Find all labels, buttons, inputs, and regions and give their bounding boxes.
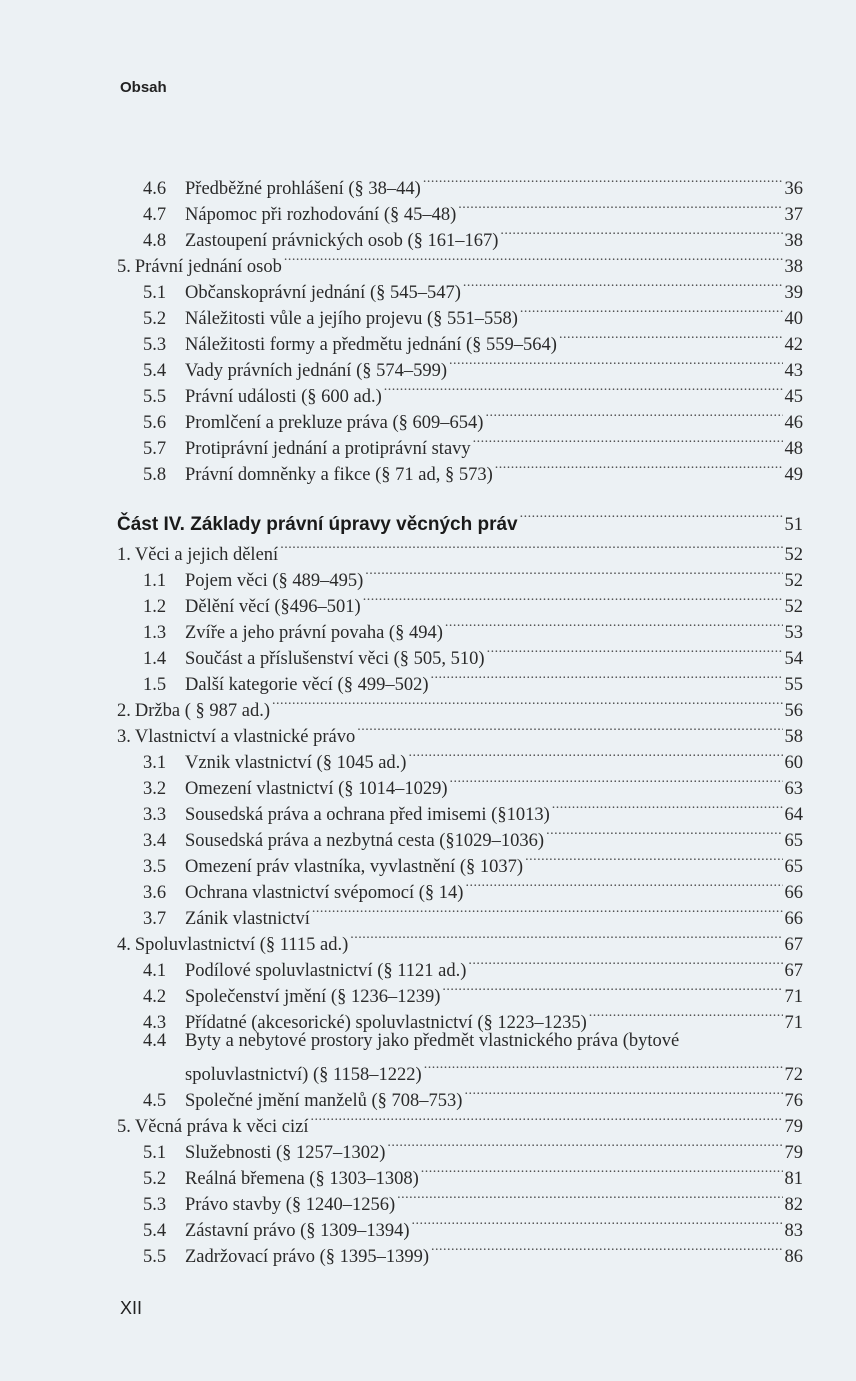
toc-entry-title: Přídatné (akcesorické) spoluvlastnictví (§ 1223–1235) xyxy=(185,1013,587,1033)
toc-entry-page: 52 xyxy=(784,597,803,617)
toc-entry-number: 5.4 xyxy=(143,361,167,381)
toc-entry-title: Reálná břemena (§ 1303–1308) xyxy=(185,1169,419,1189)
toc-entry-title: Vznik vlastnictví (§ 1045 ad.) xyxy=(185,753,407,773)
toc-section-before xyxy=(117,168,803,485)
toc-entry-title: Společenství jmění (§ 1236–1239) xyxy=(185,987,441,1007)
toc-part-title: Část IV. Základy právní úpravy věcných práv xyxy=(117,514,518,535)
toc-entry-title: Právo stavby (§ 1240–1256) xyxy=(185,1195,396,1215)
toc-entry-number: 1.1 xyxy=(143,571,167,591)
toc-entry xyxy=(117,168,803,199)
toc-entry-title: Služebnosti (§ 1257–1302) xyxy=(185,1143,386,1163)
toc-entry xyxy=(117,1028,803,1054)
toc-entry-page: 48 xyxy=(784,439,803,459)
toc-entry-number: 5.4 xyxy=(143,1221,167,1241)
leader-dots xyxy=(589,1002,783,1028)
leader-dots xyxy=(520,298,783,324)
toc-entry-number: 5.1 xyxy=(143,283,167,303)
leader-dots xyxy=(284,246,783,272)
toc-entry-number: 5.2 xyxy=(143,1169,167,1189)
toc-entry-number: 3.3 xyxy=(143,805,167,825)
toc-entry-page: 86 xyxy=(784,1247,803,1267)
toc-entry-title: Občanskoprávní jednání (§ 545–547) xyxy=(185,283,461,303)
leader-dots xyxy=(384,376,783,402)
leader-dots xyxy=(468,950,782,976)
leader-dots xyxy=(431,664,783,690)
toc-entry-number: 3. xyxy=(117,727,131,747)
toc-entry-page: 38 xyxy=(784,257,803,277)
leader-dots xyxy=(473,428,783,454)
leader-dots xyxy=(442,976,782,1002)
toc-entry-number: 4.7 xyxy=(143,205,167,225)
toc-entry-title: Předběžné prohlášení (§ 38–44) xyxy=(185,179,421,199)
toc-entry-number: 4.5 xyxy=(143,1091,167,1111)
toc-entry-title: Omezení vlastnictví (§ 1014–1029) xyxy=(185,779,448,799)
toc-entry-title: Zadržovací právo (§ 1395–1399) xyxy=(185,1247,430,1267)
leader-dots xyxy=(412,1210,783,1236)
toc-entry-title: Spoluvlastnictví (§ 1115 ad.) xyxy=(134,935,349,955)
leader-dots xyxy=(408,742,782,768)
toc-entry-number: 5. xyxy=(117,1117,131,1137)
toc-entry-title: Právní jednání osob xyxy=(134,257,282,277)
toc-entry-number: 4.6 xyxy=(143,179,167,199)
leader-dots xyxy=(559,324,783,350)
toc-entry-title: Věcná práva k věci cizí xyxy=(134,1117,309,1137)
toc-entry-page: 42 xyxy=(784,335,803,355)
toc-entry-title: Dělění věcí (§496–501) xyxy=(185,597,361,617)
toc-entry-number: 1.2 xyxy=(143,597,167,617)
toc-entry-page: 65 xyxy=(784,857,803,877)
toc-entry-number: 4. xyxy=(117,935,131,955)
toc-entry-number: 4.4 xyxy=(143,1031,167,1051)
leader-dots xyxy=(350,924,782,950)
leader-dots xyxy=(458,194,782,220)
toc-entry-number: 2. xyxy=(117,701,131,721)
leader-dots xyxy=(495,454,783,480)
toc-entry-number: 4.1 xyxy=(143,961,167,981)
leader-dots xyxy=(397,1184,782,1210)
toc-entry-number: 3.1 xyxy=(143,753,167,773)
toc-entry-title: Vlastnictví a vlastnické právo xyxy=(134,727,356,747)
leader-dots xyxy=(357,716,782,742)
toc-entry-title: Nápomoc při rozhodování (§ 45–48) xyxy=(185,205,457,225)
toc-entry-page: 76 xyxy=(784,1091,803,1111)
toc-entry-number: 5.7 xyxy=(143,439,167,459)
toc-entry-page: 65 xyxy=(784,831,803,851)
toc-entry-number: 3.2 xyxy=(143,779,167,799)
toc-entry-title: Součást a příslušenství věci (§ 505, 510) xyxy=(185,649,485,669)
toc-entry-number: 4.3 xyxy=(143,1013,167,1033)
toc-entry-title: Zástavní právo (§ 1309–1394) xyxy=(185,1221,410,1241)
toc-entry-number: 1.5 xyxy=(143,675,167,695)
toc-entry-page: 81 xyxy=(784,1169,803,1189)
toc-entry-title: Náležitosti formy a předmětu jednání (§ 559–564) xyxy=(185,335,557,355)
toc-entry-title: Právní domněnky a fikce (§ 71 ad, § 573) xyxy=(185,465,493,485)
toc-entry-page: 43 xyxy=(784,361,803,381)
leader-dots xyxy=(449,350,782,376)
toc-entry-number: 5.1 xyxy=(143,1143,167,1163)
toc-entry-page: 52 xyxy=(784,571,803,591)
leader-dots xyxy=(465,872,782,898)
toc-entry-number: 5.5 xyxy=(143,387,167,407)
toc-entry-title: Sousedská práva a nezbytná cesta (§1029–1036) xyxy=(185,831,545,851)
toc-entry-page: 66 xyxy=(784,883,803,903)
leader-dots xyxy=(546,820,782,846)
toc-entry-number: 3.7 xyxy=(143,909,167,929)
toc-entry-number: 5.8 xyxy=(143,465,167,485)
toc-entry-page: 36 xyxy=(784,179,803,199)
toc-entry-page: 49 xyxy=(784,465,803,485)
leader-dots xyxy=(450,768,783,794)
leader-dots xyxy=(500,220,782,246)
toc-entry-page: 37 xyxy=(784,205,803,225)
leader-dots xyxy=(464,1080,782,1106)
toc-entry-page: 71 xyxy=(784,1013,803,1033)
toc-entry-title: Zánik vlastnictví xyxy=(185,909,310,929)
toc-entry-number: 3.4 xyxy=(143,831,167,851)
toc-entry-number: 1.3 xyxy=(143,623,167,643)
toc-entry-page: 66 xyxy=(784,909,803,929)
toc-entry-title: Sousedská práva a ochrana před imisemi (§1013) xyxy=(185,805,550,825)
leader-dots xyxy=(445,612,783,638)
toc-entry-title: Pojem věci (§ 489–495) xyxy=(185,571,364,591)
leader-dots xyxy=(431,1236,782,1262)
toc-entry-number: 3.5 xyxy=(143,857,167,877)
toc-entry-number: 1.4 xyxy=(143,649,167,669)
toc-entry-page: 83 xyxy=(784,1221,803,1241)
toc-entry-continuation xyxy=(117,1054,803,1085)
leader-dots xyxy=(423,168,783,194)
leader-dots xyxy=(463,272,783,298)
toc-entry-title: Zvíře a jeho právní povaha (§ 494) xyxy=(185,623,443,643)
toc-entry-page: 71 xyxy=(784,987,803,1007)
toc-entry-page: 64 xyxy=(784,805,803,825)
toc-entry-title: Náležitosti vůle a jejího projevu (§ 551–558) xyxy=(185,309,518,329)
toc-entry-number: 5.2 xyxy=(143,309,167,329)
toc-entry-title: Další kategorie věcí (§ 499–502) xyxy=(185,675,429,695)
toc-entry-number: 5. xyxy=(117,257,131,277)
toc-entry-title-continued: spoluvlastnictví) (§ 1158–1222) xyxy=(185,1065,422,1085)
toc-part-page: 51 xyxy=(784,515,803,535)
toc-entry-page: 79 xyxy=(784,1117,803,1137)
leader-dots xyxy=(552,794,783,820)
leader-dots xyxy=(363,586,783,612)
leader-dots xyxy=(487,638,783,664)
toc-entry-page: 58 xyxy=(784,727,803,747)
toc-entry-page: 40 xyxy=(784,309,803,329)
page-number: XII xyxy=(120,1298,143,1318)
toc-entry-title: Ochrana vlastnictví svépomocí (§ 14) xyxy=(185,883,464,903)
leader-dots xyxy=(387,1132,782,1158)
toc-entry-page: 46 xyxy=(784,413,803,433)
toc-entry-number: 5.3 xyxy=(143,335,167,355)
toc-entry-title: Podílové spoluvlastnictví (§ 1121 ad.) xyxy=(185,961,467,981)
toc-entry-number: 3.6 xyxy=(143,883,167,903)
leader-dots xyxy=(485,402,782,428)
toc-entry-title: Promlčení a prekluze práva (§ 609–654) xyxy=(185,413,484,433)
toc-entry-title: Zastoupení právnických osob (§ 161–167) xyxy=(185,231,499,251)
table-of-contents xyxy=(117,168,803,1267)
toc-entry-number: 5.5 xyxy=(143,1247,167,1267)
toc-entry-page: 54 xyxy=(784,649,803,669)
toc-entry-page: 39 xyxy=(784,283,803,303)
toc-section-after xyxy=(117,534,803,1267)
toc-entry-title: Protiprávní jednání a protiprávní stavy xyxy=(185,439,471,459)
leader-dots xyxy=(365,560,782,586)
toc-entry-page: 52 xyxy=(784,545,803,565)
toc-entry-title: Společné jmění manželů (§ 708–753) xyxy=(185,1091,463,1111)
leader-dots xyxy=(520,504,783,530)
toc-entry-number: 5.6 xyxy=(143,413,167,433)
toc-entry-page: 63 xyxy=(784,779,803,799)
toc-entry-title: Byty a nebytové prostory jako předmět vlastnického práva (bytové xyxy=(185,1031,680,1051)
toc-entry-title: Vady právních jednání (§ 574–599) xyxy=(185,361,448,381)
leader-dots xyxy=(312,898,783,924)
toc-entry-number: 1. xyxy=(117,545,131,565)
toc-entry-page: 67 xyxy=(784,961,803,981)
toc-entry-page: 38 xyxy=(784,231,803,251)
leader-dots xyxy=(272,690,783,716)
leader-dots xyxy=(280,534,782,560)
toc-entry-page: 55 xyxy=(784,675,803,695)
leader-dots xyxy=(424,1054,783,1080)
toc-entry-title: Právní události (§ 600 ad.) xyxy=(185,387,382,407)
toc-part-heading xyxy=(117,504,803,535)
leader-dots xyxy=(310,1106,782,1132)
leader-dots xyxy=(525,846,782,872)
toc-entry-page: 67 xyxy=(784,935,803,955)
toc-entry-page: 79 xyxy=(784,1143,803,1163)
page-header: Obsah xyxy=(120,79,167,96)
toc-entry-page: 60 xyxy=(784,753,803,773)
toc-entry-title: Věci a jejich dělení xyxy=(134,545,279,565)
toc-entry-number: 4.8 xyxy=(143,231,167,251)
toc-entry-page: 72 xyxy=(784,1065,803,1085)
toc-entry-number: 5.3 xyxy=(143,1195,167,1215)
toc-entry-page: 82 xyxy=(784,1195,803,1215)
toc-entry-title: Omezení práv vlastníka, vyvlastnění (§ 1037) xyxy=(185,857,524,877)
toc-entry-number: 4.2 xyxy=(143,987,167,1007)
toc-entry-page: 56 xyxy=(784,701,803,721)
toc-entry-page: 45 xyxy=(784,387,803,407)
toc-entry-title: Držba ( § 987 ad.) xyxy=(134,701,270,721)
toc-entry-page: 53 xyxy=(784,623,803,643)
leader-dots xyxy=(421,1158,783,1184)
